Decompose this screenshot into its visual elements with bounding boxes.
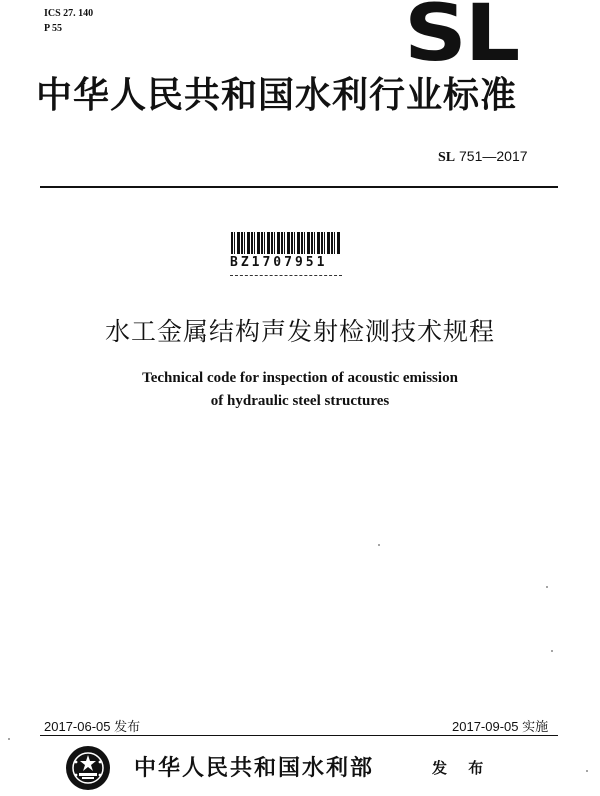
barcode-icon	[231, 232, 341, 254]
top-divider	[40, 186, 558, 188]
barcode-number: BZ1707951	[230, 255, 328, 270]
publisher-name: 中华人民共和国水利部	[134, 756, 375, 781]
classification-codes	[44, 6, 93, 36]
title-en-line-1: Technical code for inspection of acoustic emission	[142, 370, 458, 386]
barcode-dashed-line	[230, 275, 342, 276]
standard-number-prefix: SL	[438, 150, 456, 165]
scan-speck	[8, 738, 10, 740]
issue-date: 2017-06-05 发布	[44, 719, 141, 734]
bottom-divider	[40, 735, 558, 736]
scan-speck	[378, 544, 380, 546]
standard-number-value: 751—2017	[455, 148, 528, 164]
title-en-line-2: of hydraulic steel structures	[210, 393, 390, 409]
ics-code: ICS 27. 140	[44, 8, 94, 19]
scan-speck	[551, 650, 553, 652]
document-title-en	[0, 367, 600, 413]
implementation-date: 2017-09-05 实施	[452, 719, 549, 734]
industry-standard-heading: 中华人民共和国水利行业标准	[36, 75, 518, 116]
document-title-cn: 水工金属结构声发射检测技术规程	[104, 317, 495, 346]
scan-speck	[586, 770, 588, 772]
scan-speck	[546, 586, 548, 588]
standard-number	[438, 148, 528, 166]
ccs-code: P 55	[44, 23, 63, 34]
barcode-sticker	[228, 232, 346, 284]
sl-logo: SL	[404, 0, 519, 79]
publish-label: 发 布	[432, 759, 492, 777]
national-emblem-icon	[64, 744, 112, 792]
